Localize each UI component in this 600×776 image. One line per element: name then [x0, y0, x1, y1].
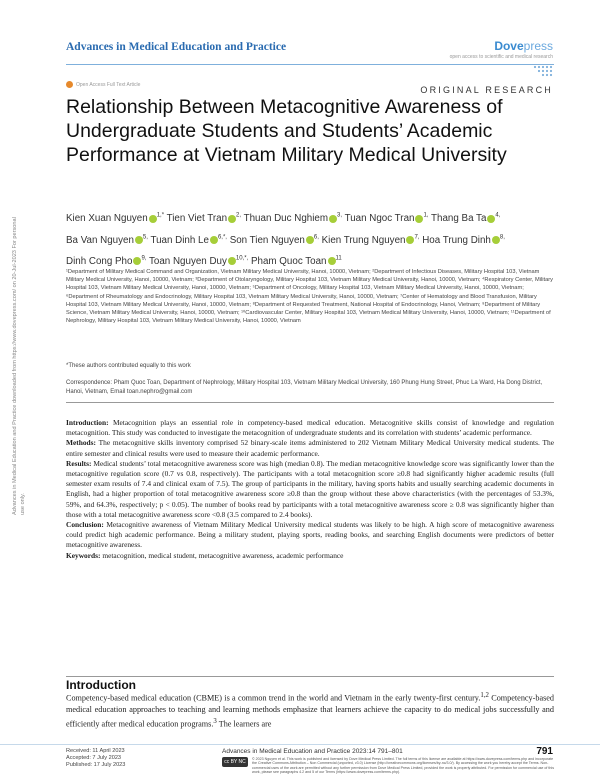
citation-ref[interactable]: 1,2 [480, 692, 489, 699]
author-affiliation-ref: 3, [337, 213, 343, 219]
author [251, 256, 342, 267]
author [167, 213, 241, 224]
author-name: Ba Van Nguyen [66, 234, 134, 246]
author-affiliation-ref: 10,*, [235, 255, 249, 262]
author-affiliation-ref: 6,*, [217, 234, 227, 241]
author-name: Tuan Dinh Le [150, 234, 209, 246]
author-affiliation-ref: 11 [335, 255, 342, 262]
author-name: Tuan Ngoc Tran [344, 213, 415, 225]
author-affiliation-ref: 7, [414, 234, 420, 241]
dot-pattern-icon [533, 64, 553, 78]
author [66, 235, 148, 246]
author-name: Kien Xuan Nguyen [66, 213, 148, 225]
orcid-icon[interactable] [329, 215, 337, 223]
section-label: ORIGINAL RESEARCH [420, 85, 553, 95]
orcid-icon[interactable] [210, 236, 218, 244]
abstract-introduction: Introduction: Metacognition plays an essential role in competency-based medical education. Metacognitive skills consist of knowledge and regulation metacognition. This study was conducted to investigate the metacognition of undergraduate students and its correlation with students’ academic performance. [66, 418, 554, 438]
orcid-icon[interactable] [149, 215, 157, 223]
author-affiliation-ref: 2, [236, 213, 242, 219]
article-dates [66, 748, 125, 769]
abstract-keywords: Keywords: metacognition, medical student, metacognitive awareness, academic performance [66, 550, 344, 560]
author-name: Thuan Duc Nghiem [243, 213, 329, 225]
accepted-date: Accepted: 7 July 2023 [66, 755, 122, 761]
author [422, 235, 505, 246]
author-name: Dinh Cong Pho [66, 255, 133, 267]
orcid-icon[interactable] [135, 236, 143, 244]
brand-bold: Dove [494, 39, 524, 53]
author-name: Pham Quoc Toan [250, 255, 327, 267]
author-affiliation-ref: 5, [142, 234, 148, 241]
header-divider [66, 64, 554, 65]
creative-commons-icon[interactable]: cc BY NC [222, 757, 248, 767]
author-name: Kien Trung Nguyen [321, 234, 406, 246]
download-watermark: Advances in Medical Education and Practice downloaded from https://www.dovepress.com/ on 20-Jul-2023 For personal use only. [12, 217, 26, 515]
abstract-top-rule [66, 402, 554, 403]
abstract-methods: Methods: The metacognitive skills inventory comprised 52 binary-scale items administered to 202 Vietnam Military Medical University medical students. The entire semester and clinical results were used to measure their academic performance. [66, 438, 554, 458]
author-affiliation-ref: 1, [423, 213, 429, 219]
orcid-icon[interactable] [306, 236, 314, 244]
abstract [66, 418, 554, 561]
article-title: Relationship Between Metacognitive Awareness of Undergraduate Students and Students’ Academic Performance at Vietnam Military Medical University [66, 96, 507, 166]
author-name: Son Tien Nguyen [229, 234, 305, 246]
author-name: Thang Ba Ta [431, 213, 487, 225]
orcid-icon[interactable] [492, 236, 500, 244]
author [345, 213, 429, 224]
open-access-label [66, 81, 140, 88]
page-number: 791 [536, 746, 553, 757]
published-date: Published: 17 July 2023 [66, 762, 126, 768]
author-affiliation-ref: 8, [499, 234, 505, 241]
brand-light: press [523, 39, 553, 53]
author-name: Toan Nguyen Duy [149, 255, 227, 267]
author [230, 235, 319, 246]
author-affiliation-ref: 1,* [156, 213, 165, 219]
orcid-icon[interactable] [228, 215, 236, 223]
author [322, 235, 420, 246]
citation-ref[interactable]: 3 [213, 717, 217, 725]
correspondence: Correspondence: Pham Quoc Toan, Department of Nephrology, Military Hospital 103, Vietnam Military Medical University, 160 Phung Hung Street, Phuc La Ward, Ha Dong District, Hanoi, Vietnam, Email toan.nephro@gmail.com [66, 380, 543, 395]
author [149, 256, 248, 267]
abstract-conclusion: Conclusion: Metacognitive awareness of Vietnam Military Medical University medical students was likely to be high. A high score of metacognitive awareness could predict high academic performance. Being a military student, playing sports, reading books, and searching English documents were predictors of better metacognitive awareness. [66, 520, 554, 550]
author [66, 256, 146, 267]
author-affiliation-ref: 9, [141, 255, 147, 262]
author [244, 213, 342, 224]
author-name: Tien Viet Tran [166, 213, 228, 225]
open-access-text: Open Access Full Text Article [76, 81, 141, 88]
citation-line: Advances in Medical Education and Practice 2023:14 791–801 [222, 748, 403, 755]
affiliations: ¹Department of Military Medical Command and Organization, Vietnam Military Medical University, Hanoi, 10000, Vietnam; ²Department of Infectious Diseases, Military Hospital 103, Vietnam Military Medical University, Hanoi, 10000, Vietnam; ³Department of Otolaryngology, Military Hospital 103, Vietnam Military Medical University, Hanoi, 10000, Vietnam; ⁴Respiratory Center, Military Hospital 103, Vietnam Military Medical University, Hanoi, 10000, Vietnam; ⁵Department of Oncology, Military Hospital 103, Vietnam Military Medical University, Hanoi, 10000, Vietnam; ⁶Department of Rheumatology and Endocrinology, Military Hospital 103, Vietnam Military Medical University, Hanoi, 10000, Vietnam; ⁷Center of Hematology and Blood Transfusion, Military Hospital 103, Vietnam Military Medical University, Hanoi, 10000, Vietnam; ⁸Department of Requested Treatment, National Hospital of Endocrinology, Hanoi, Vietnam; ⁹Department of Military Science, Vietnam Military Medical University, Hanoi, 10000, Vietnam; ¹⁰Cardiovascular Center, Military Hospital 103, Vietnam Medical Military University, Hanoi, 10000, Vietnam; ¹¹Department of Nephrology, Military Hospital 103, Vietnam Military Medical University, Hanoi, 10000, Vietnam [66, 269, 554, 325]
open-access-icon [66, 81, 73, 88]
author [150, 235, 226, 246]
author-list [66, 207, 554, 271]
abstract-bottom-rule [66, 676, 554, 677]
author-affiliation-ref: 4, [495, 213, 501, 219]
journal-name[interactable]: Advances in Medical Education and Practice [66, 41, 287, 53]
orcid-icon[interactable] [328, 257, 336, 265]
publisher-logo[interactable] [494, 39, 553, 53]
author-name: Hoa Trung Dinh [422, 234, 491, 246]
abstract-results: Results: Medical students’ total metacognitive awareness score was high (median 0.8). The median metacognitive knowledge score was significantly lower than the metacognitive regulation score (0.7 vs 0.8, respectively). The participants with a total metacognition score ≥0.8 had significantly higher academic results (full semester exam results of 7.4 and clinical exam of 7.5). The group of participants in the military, having sports habits and usually searching academic documents in English, had a higher proportion of total metacognitive awareness score ≥0.8 than the group without these above characteristics (with the percentages of 53.3%, 59%, and 64.3%, respectively; p < 0.05). The number of books read by participants with a total metacognitive awareness score ≥ 0.8 was significantly higher than those with a total metacognitive awareness score <0.8 (3.5 compared to 2.4 books). [66, 458, 554, 519]
author [431, 213, 500, 224]
orcid-icon[interactable] [228, 257, 236, 265]
publisher-tagline: open access to scientific and medical research [449, 54, 553, 60]
license-text: © 2023 Nguyen et al. This work is published and licensed by Dove Medical Press Limited. The full terms of this license are available at https://www.dovepress.com/terms.php and incorporate the Creative Commons Attribution – Non Commercial (unported, v3.0) License (http://creativecommons.org/licenses/by-nc/3.0/). By accessing the work you hereby accept the Terms. Non-commercial uses of the work are permitted without any further permission from Dove Medical Press Limited, provided the work is properly attributed. For permission for commercial use of this work, please see paragraphs 4.2 and 5 of our Terms (https://www.dovepress.com/terms.php). [252, 757, 554, 774]
author [66, 213, 164, 224]
received-date: Received: 11 April 2023 [66, 748, 125, 754]
introduction-heading: Introduction [66, 678, 136, 692]
author-affiliation-ref: 6, [313, 234, 319, 241]
introduction-text: Competency-based medical education (CBME) is a common trend in the world and Vietnam in the early twenty-first century.$^{1,2}$ Competency-based medical education approaches to teaching and learning methods emphasize that learners achieve the capacity to do medical jobs successfully and efficiently after medical education programs.$^3$ The learners are [66, 692, 555, 729]
equal-contribution-note: *These authors contributed equally to this work [66, 363, 191, 369]
footer-divider [0, 744, 600, 745]
